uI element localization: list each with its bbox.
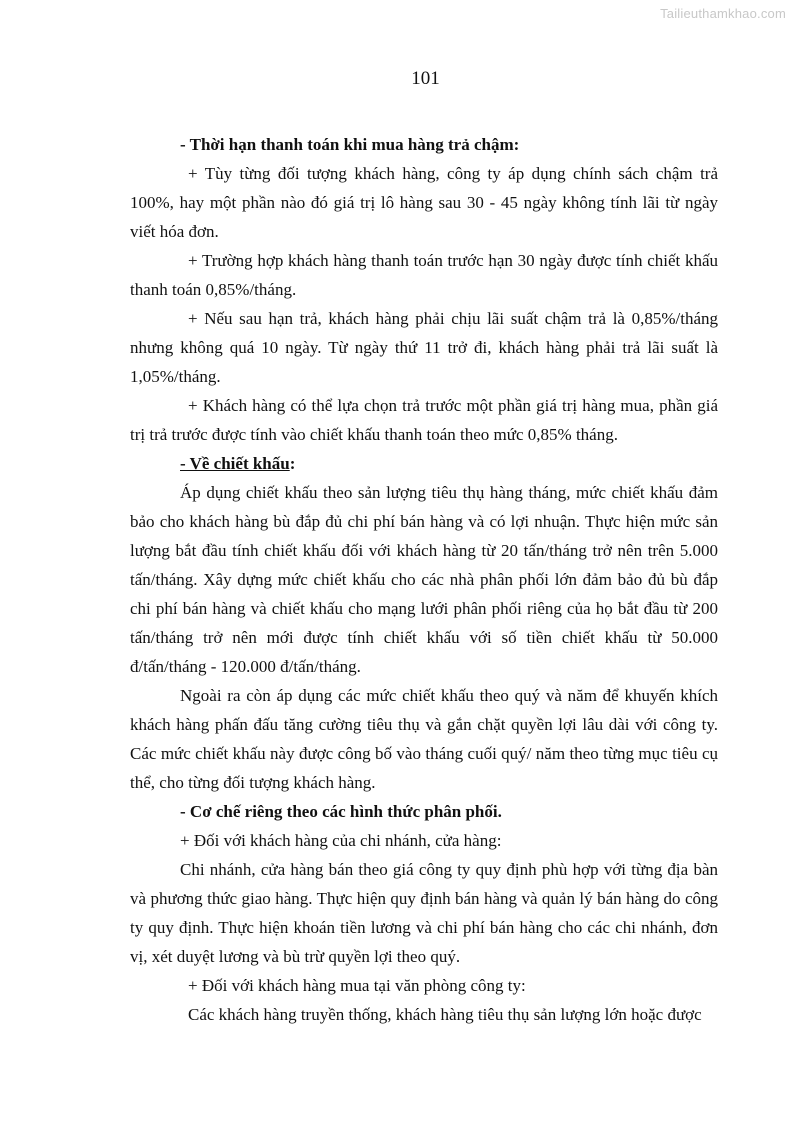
paragraph-prepayment: + Khách hàng có thể lựa chọn trả trước một phần giá trị hàng mua, phần giá trị trả trước được tính vào chiết khấu thanh toán theo mức 0,85% tháng. bbox=[130, 396, 718, 444]
heading-discount bbox=[130, 449, 718, 478]
paragraph-quarterly-discount: Ngoài ra còn áp dụng các mức chiết khấu theo quý và năm để khuyến khích khách hàng phấn đấu tăng cường tiêu thụ và gắn chặt quyền lợi lâu dài với công ty. Các mức chiết khấu này được công bố vào tháng cuối quý/ năm theo từng mục tiêu cụ thể, cho từng đối tượng khách hàng. bbox=[130, 686, 718, 792]
paragraph-deferred-payment: + Tùy từng đối tượng khách hàng, công ty áp dụng chính sách chậm trả 100%, hay một phần nào đó giá trị lô hàng sau 30 - 45 ngày không tính lãi từ ngày viết hóa đơn. bbox=[130, 164, 718, 241]
paragraph-late-interest: + Nếu sau hạn trả, khách hàng phải chịu lãi suất chậm trả là 0,85%/tháng nhưng không quá 10 ngày. Từ ngày thứ 11 trở đi, khách hàng phải trả lãi suất là 1,05%/tháng. bbox=[130, 309, 718, 386]
document-body bbox=[130, 130, 718, 1029]
page-number: 101 bbox=[411, 68, 440, 89]
heading-discount-colon: : bbox=[289, 454, 296, 473]
heading-payment-term: - Thời hạn thanh toán khi mua hàng trả chậm: bbox=[180, 135, 520, 154]
paragraph-branch-rules: Chi nhánh, cửa hàng bán theo giá công ty quy định phù hợp với từng địa bàn và phương thức giao hàng. Thực hiện quy định bán hàng và quản lý bán hàng do công ty quy định. Thực hiện khoán tiền lương và chi phí bán hàng cho các chi nhánh, đơn vị, xét duyệt lương và bù trừ quyền lợi theo quý. bbox=[130, 860, 718, 966]
paragraph-volume-discount: Áp dụng chiết khấu theo sản lượng tiêu thụ hàng tháng, mức chiết khấu đảm bảo cho khách hàng bù đắp đủ chi phí bán hàng và có lợi nhuận. Thực hiện mức sản lượng bắt đầu tính chiết khấu đối với khách hàng từ 20 tấn/tháng trở nên trên 5.000 tấn/tháng. Xây dựng mức chiết khấu cho các nhà phân phối lớn đảm bảo đủ bù đắp chi phí bán hàng và chiết khấu cho mạng lưới phân phối riêng của họ bắt đầu từ 200 tấn/tháng trở nên mới được tính chiết khấu với số tiền chiết khấu từ 50.000 đ/tấn/tháng - 120.000 đ/tấn/tháng. bbox=[130, 483, 718, 676]
heading-distribution-mechanism: - Cơ chế riêng theo các hình thức phân phối. bbox=[180, 802, 502, 821]
heading-discount-text: - Về chiết khấu bbox=[180, 454, 290, 473]
watermark: Tailieuthamkhao.com bbox=[660, 6, 786, 21]
paragraph-branch-customers-heading: + Đối với khách hàng của chi nhánh, cửa hàng: bbox=[180, 831, 502, 850]
paragraph-early-payment: + Trường hợp khách hàng thanh toán trước hạn 30 ngày được tính chiết khấu thanh toán 0,85%/tháng. bbox=[130, 251, 718, 299]
paragraph-traditional-customers: Các khách hàng truyền thống, khách hàng tiêu thụ sản lượng lớn hoặc được bbox=[188, 1005, 702, 1024]
paragraph-office-customers-heading: + Đối với khách hàng mua tại văn phòng công ty: bbox=[188, 976, 526, 995]
